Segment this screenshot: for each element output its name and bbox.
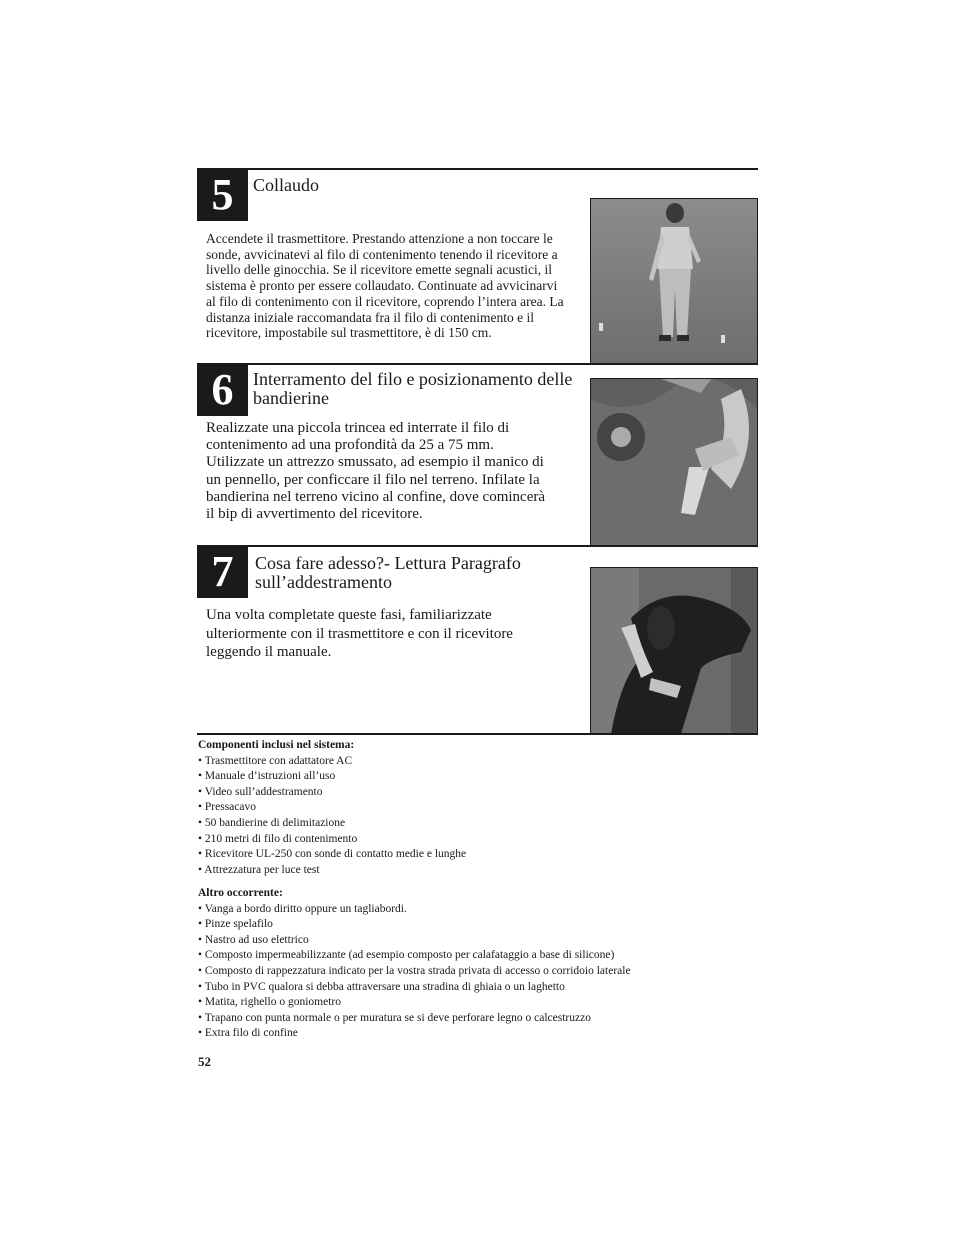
list-item: • Ricevitore UL-250 con sonde di contatto medie e lunghe: [198, 847, 466, 863]
list-item: • Pressacavo: [198, 800, 466, 816]
section-bottom-rule: [197, 733, 758, 735]
section-7-number: 7: [197, 545, 248, 598]
list-item: • Nastro ad uso elettrico: [198, 933, 631, 949]
section-6-title: Interramento del filo e posizionamento delle bandierine: [253, 369, 573, 408]
list-item: • 210 metri di filo di contenimento: [198, 832, 466, 848]
section-6-top-rule: [197, 363, 758, 365]
list-item: • Attrezzatura per luce test: [198, 863, 466, 879]
other-needed-heading: Altro occorrente:: [198, 887, 283, 899]
list-item: • Extra filo di confine: [198, 1026, 631, 1042]
list-item: • Pinze spelafilo: [198, 917, 631, 933]
list-item: • Video sull’addestramento: [198, 785, 466, 801]
section-5-title: Collaudo: [253, 175, 319, 195]
list-item: • Tubo in PVC qualora si debba attraversare una stradina di ghiaia o un laghetto: [198, 980, 631, 996]
section-7-top-rule: [197, 545, 758, 547]
section-5-photo: [590, 198, 758, 364]
other-needed-list: [198, 886, 631, 1042]
section-7-body: Una volta completate queste fasi, familiarizzate ulteriormente con il trasmettitore e con il ricevitore leggendo il manuale.: [206, 607, 513, 660]
section-5-top-rule: [197, 168, 758, 170]
list-item: • Trasmettitore con adattatore AC: [198, 754, 466, 770]
section-7-title: Cosa fare adesso?- Lettura Paragrafo sull’addestramento: [255, 553, 521, 592]
list-item: • Vanga a bordo diritto oppure un tagliabordi.: [198, 902, 631, 918]
components-list: [198, 738, 466, 878]
list-item: • Manuale d’istruzioni all’uso: [198, 769, 466, 785]
section-6-number: 6: [197, 363, 248, 416]
list-item: • Composto impermeabilizzante (ad esempio composto per calafataggio a base di silicone): [198, 948, 631, 964]
section-5-number: 5: [197, 168, 248, 221]
list-item: • Composto di rappezzatura indicato per la vostra strada privata di accesso o corridoio laterale: [198, 964, 631, 980]
components-heading: Componenti inclusi nel sistema:: [198, 739, 355, 751]
list-item: • Trapano con punta normale o per muratura se si deve perforare legno o calcestruzzo: [198, 1011, 631, 1027]
section-5-body: Accendete il trasmettitore. Prestando attenzione a non toccare le sonde, avvicinatevi al filo di contenimento tenendo il ricevitore a livello delle ginocchia. Se il ricevitore emette segnali acustici, il sistema è pronto per essere collaudato. Continuate ad avvicinarvi al filo di contenimento con il ricevitore, coprendo l’intera area. La distanza iniziale raccomandata fra il filo di contenimento e il ricevitore, impostabile sul trasmettitore, è di 150 cm.: [206, 231, 564, 341]
list-item: • 50 bandierine di delimitazione: [198, 816, 466, 832]
page-number: 52: [198, 1054, 211, 1069]
section-6-photo: [590, 378, 758, 546]
list-item: • Matita, righello o goniometro: [198, 995, 631, 1011]
section-7-photo: [590, 567, 758, 735]
section-6-body: Realizzate una piccola trincea ed interrate il filo di contenimento ad una profondità da 25 a 75 mm. Utilizzate un attrezzo smussato, ad esempio il manico di un pennello, per conficcare il filo nel terreno. Infilate la bandierina nel terreno vicino al confine, dove comincerà il bip di avvertimento del ricevitore.: [206, 420, 546, 523]
